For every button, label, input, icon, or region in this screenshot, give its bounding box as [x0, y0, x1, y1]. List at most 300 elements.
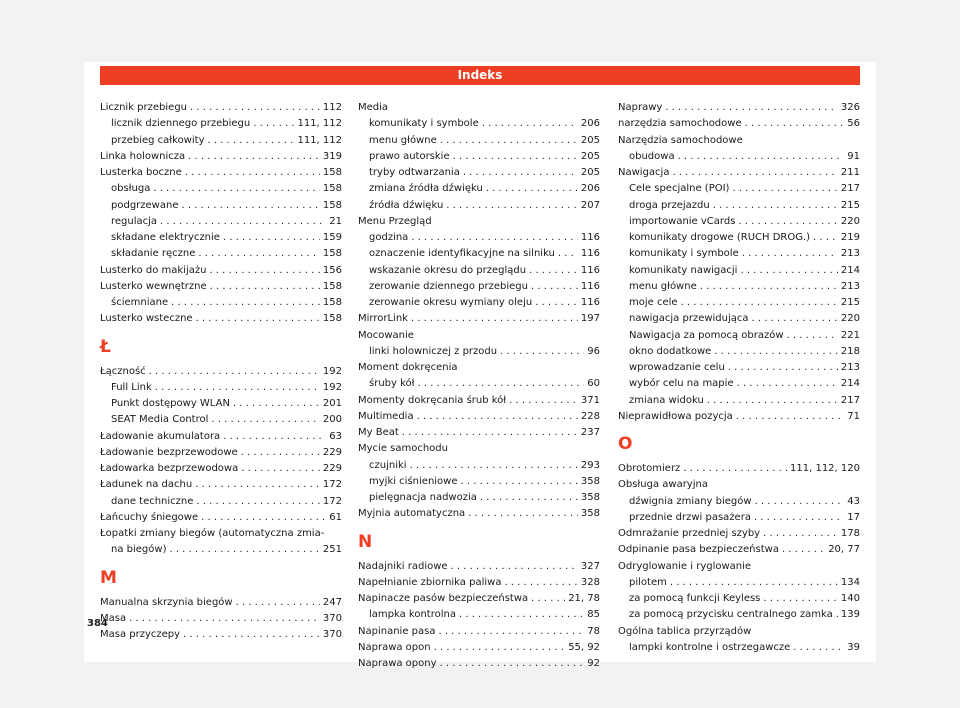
leader-dots [736, 409, 844, 425]
entry-page: 172 [322, 495, 342, 507]
index-entry [358, 409, 600, 425]
index-entry [618, 344, 860, 360]
leader-dots [438, 624, 584, 640]
index-entry [100, 198, 342, 214]
leader-dots [181, 198, 319, 214]
entry-term: Manualna skrzynia biegów [100, 596, 233, 608]
leader-dots [201, 510, 326, 526]
leader-dots [188, 149, 320, 165]
index-entry [100, 214, 342, 230]
entry-term: SEAT Media Control [111, 414, 209, 426]
index-entry [358, 559, 600, 575]
leader-dots [207, 133, 294, 149]
index-entry [358, 263, 600, 279]
leader-dots [763, 591, 838, 607]
leader-dots [198, 246, 320, 262]
entry-term: Nawigacja [618, 167, 670, 178]
entry-term: Naprawa opony [358, 658, 437, 669]
entry-page: 78 [587, 625, 600, 637]
index-entry [100, 364, 342, 380]
entry-page: 217 [840, 183, 860, 195]
entry-page: 229 [322, 446, 342, 458]
entry-term: importowanie vCards [629, 215, 736, 227]
index-entry [358, 506, 600, 522]
entry-term: Myjnia automatyczna [358, 508, 466, 520]
entry-term: czujniki [369, 459, 407, 471]
entry-term: linki holowniczej z przodu [369, 345, 498, 357]
entry-term: lampka kontrolna [369, 609, 456, 621]
leader-dots [451, 559, 578, 575]
index-entry [358, 458, 600, 474]
index-entry [100, 611, 342, 627]
index-entry [100, 230, 342, 246]
index-column-1 [100, 100, 342, 643]
leader-dots [196, 311, 320, 327]
index-entry [100, 380, 342, 396]
index-entry [618, 393, 860, 409]
entry-page: 158 [322, 313, 342, 325]
entry-term: Napełnianie zbiornika paliwa [358, 576, 502, 588]
entry-page: 139 [840, 609, 860, 621]
index-entry-head: Mycie samochodu [358, 443, 448, 455]
leader-dots [755, 494, 845, 510]
leader-dots [463, 165, 578, 181]
leader-dots [763, 526, 838, 542]
leader-dots [672, 165, 837, 181]
leader-dots [754, 510, 844, 526]
entry-page: 201 [322, 398, 342, 409]
leader-dots [440, 656, 585, 672]
index-entry [358, 640, 600, 656]
entry-term: Odpinanie pasa bezpieczeństwa [618, 544, 779, 556]
index-entry [358, 624, 600, 640]
index-entry [618, 198, 860, 214]
section-header: Indeks [100, 66, 860, 85]
index-entry-head: Moment dokręcenia [358, 362, 458, 373]
index-entry [358, 393, 600, 409]
entry-page: 220 [840, 215, 860, 227]
leader-dots [793, 640, 844, 656]
entry-term: za pomocą funkcji Keyless [629, 593, 761, 604]
index-entry [100, 295, 342, 311]
leader-dots [209, 263, 319, 279]
leader-dots [434, 640, 566, 656]
entry-page: 20, 77 [828, 544, 860, 556]
index-entry [358, 656, 600, 672]
entry-term: komunikaty i symbole [369, 118, 479, 130]
entry-page: 159 [322, 232, 342, 243]
entry-term: Ładowarka bezprzewodowa [100, 463, 239, 474]
index-entry [100, 412, 342, 428]
leader-dots [531, 591, 565, 607]
entry-term: zmiana widoku [629, 394, 704, 406]
entry-page: 158 [322, 280, 342, 292]
entry-term: Nieprawidłowa pozycja [618, 410, 733, 422]
entry-page: 358 [580, 492, 600, 503]
leader-dots [713, 198, 838, 214]
leader-dots [241, 461, 320, 477]
entry-term: Ładunek na dachu [100, 479, 193, 491]
index-entry [100, 494, 342, 510]
entry-page: 116 [580, 232, 600, 243]
leader-dots [411, 230, 578, 246]
index-entry-head: Łopatki zmiany biegów (automatyczna zmia- [100, 528, 325, 539]
index-entry [618, 279, 860, 295]
leader-dots [732, 181, 837, 197]
entry-page: 96 [587, 345, 600, 357]
index-entry [618, 181, 860, 197]
entry-term: przebieg całkowity [111, 134, 205, 146]
entry-page: 21, 78 [568, 593, 600, 604]
leader-dots [714, 344, 838, 360]
entry-term: wybór celu na mapie [629, 378, 734, 390]
entry-page: 178 [840, 528, 860, 539]
index-entry [358, 490, 600, 506]
leader-dots [171, 295, 320, 311]
index-entry [100, 445, 342, 461]
page-number: 384 [87, 618, 108, 629]
entry-term: Masa przyczepy [100, 629, 181, 640]
entry-term: pielęgnacja nadwozia [369, 492, 477, 503]
index-entry [618, 263, 860, 279]
index-entry [100, 510, 342, 526]
entry-term: zerowanie okresu wymiany oleju [369, 297, 533, 308]
leader-dots [700, 279, 838, 295]
entry-term: Momenty dokręcania śrub kół [358, 394, 507, 406]
leader-dots [453, 149, 578, 165]
index-entry [358, 279, 600, 295]
index-entry-head: Narzędzia samochodowe [618, 134, 743, 146]
entry-page: 237 [580, 427, 600, 438]
entry-page: 214 [840, 264, 860, 276]
entry-term: lampki kontrolne i ostrzegawcze [629, 641, 791, 653]
leader-dots [836, 607, 838, 623]
leader-dots [683, 461, 787, 477]
entry-page: 116 [580, 264, 600, 276]
index-entry [100, 396, 342, 412]
entry-term: Odmrażanie przedniej szyby [618, 528, 761, 539]
index-entry [100, 263, 342, 279]
index-entry [618, 311, 860, 327]
leader-dots [665, 100, 838, 116]
entry-page: 116 [580, 248, 600, 260]
entry-term: droga przejazdu [629, 199, 710, 211]
index-entry [358, 246, 600, 262]
index-entry [358, 474, 600, 490]
entry-term: okno dodatkowe [629, 345, 712, 357]
leader-dots [670, 575, 838, 591]
leader-dots [531, 279, 578, 295]
index-entry [358, 591, 600, 607]
entry-term: Naprawa opon [358, 641, 431, 653]
leader-dots [417, 409, 578, 425]
index-entry [358, 344, 600, 360]
leader-dots [185, 165, 320, 181]
entry-term: tryby odtwarzania [369, 167, 460, 178]
index-entry [358, 116, 600, 132]
entry-page: 220 [840, 313, 860, 325]
entry-term: Cele specjalne (POI) [629, 183, 730, 195]
index-entry-head: Menu Przegląd [358, 215, 432, 227]
leader-dots [678, 149, 845, 165]
leader-dots [529, 263, 578, 279]
entry-page: 215 [840, 199, 860, 211]
index-entry [618, 214, 860, 230]
entry-term: prawo autorskie [369, 150, 450, 162]
leader-dots [740, 263, 837, 279]
leader-dots [459, 607, 584, 623]
index-entry [618, 295, 860, 311]
entry-page: 71 [847, 410, 860, 422]
index-entry [618, 100, 860, 116]
entry-page: 192 [322, 381, 342, 393]
entry-term: wskazanie okresu do przeglądu [369, 264, 527, 276]
entry-term: Nawigacja za pomocą obrazów [629, 329, 784, 341]
entry-term: menu główne [629, 280, 697, 292]
entry-term: nawigacja przewidująca [629, 313, 749, 325]
entry-page: 206 [580, 118, 600, 130]
index-entry [358, 165, 600, 181]
entry-term: Linka holownicza [100, 150, 186, 162]
entry-term: śruby kół [369, 378, 415, 390]
leader-dots [411, 311, 578, 327]
index-entry-head: Obsługa awaryjna [618, 479, 708, 491]
index-entry [100, 116, 342, 132]
leader-dots [253, 116, 294, 132]
leader-dots [196, 494, 319, 510]
leader-dots [149, 364, 320, 380]
index-entry [358, 311, 600, 327]
entry-page: 327 [580, 560, 600, 572]
entry-page: 247 [322, 596, 342, 608]
entry-page: 213 [840, 362, 860, 373]
entry-page: 63 [329, 430, 342, 442]
index-entry [618, 461, 860, 477]
leader-dots [446, 198, 578, 214]
entry-page: 197 [580, 313, 600, 325]
letter-heading-m: M [100, 567, 117, 588]
leader-dots [745, 116, 845, 132]
leader-dots [129, 611, 320, 627]
entry-page: 111, 112 [297, 118, 342, 130]
entry-term: Licznik przebiegu [100, 102, 188, 113]
entry-page: 293 [580, 459, 600, 471]
entry-page: 158 [322, 199, 342, 211]
entry-page: 229 [322, 463, 342, 474]
entry-term: myjki ciśnieniowe [369, 475, 458, 487]
leader-dots [738, 214, 837, 230]
entry-term: regulacja [111, 215, 158, 227]
entry-term: przednie drzwi pasażera [629, 511, 751, 523]
index-entry [358, 376, 600, 392]
entry-page: 61 [329, 511, 342, 523]
entry-page: 158 [322, 297, 342, 308]
index-column-3 [618, 100, 860, 656]
leader-dots [742, 246, 838, 262]
entry-term: narzędzia samochodowe [618, 118, 742, 130]
entry-term: dźwignia zmiany biegów [629, 495, 752, 507]
index-entry [100, 246, 342, 262]
entry-page: 158 [322, 248, 342, 260]
leader-dots [504, 575, 577, 591]
entry-page: 211 [840, 167, 860, 178]
index-entry [100, 461, 342, 477]
index-entry [100, 165, 342, 181]
entry-page: 205 [580, 150, 600, 162]
entry-page: 205 [580, 167, 600, 178]
index-entry [618, 360, 860, 376]
entry-term: Full Link [111, 381, 152, 393]
entry-term: godzina [369, 232, 409, 243]
leader-dots [440, 133, 578, 149]
index-entry [618, 246, 860, 262]
leader-dots [195, 477, 320, 493]
entry-page: 215 [840, 297, 860, 308]
entry-page: 21 [329, 215, 342, 227]
entry-page: 134 [840, 576, 860, 588]
leader-dots [535, 295, 578, 311]
index-entry-head: Odryglowanie i ryglowanie [618, 560, 752, 572]
entry-page: 43 [847, 495, 860, 507]
index-entry [100, 477, 342, 493]
entry-term: My Beat [358, 427, 399, 438]
index-entry [358, 198, 600, 214]
entry-term: Lusterko do makijażu [100, 264, 207, 276]
entry-term: Masa [100, 612, 127, 624]
index-entry [618, 376, 860, 392]
entry-term: Łączność [100, 365, 146, 377]
letter-heading-l: Ł [100, 336, 111, 357]
index-entry [358, 149, 600, 165]
leader-dots [782, 542, 825, 558]
index-entry [358, 425, 600, 441]
index-entry [618, 116, 860, 132]
entry-term: Naprawy [618, 102, 663, 113]
entry-page: 200 [322, 414, 342, 426]
leader-dots [468, 506, 578, 522]
entry-page: 358 [580, 475, 600, 487]
index-column-2 [358, 100, 600, 672]
entry-page: 221 [840, 329, 860, 341]
index-entry [618, 591, 860, 607]
entry-term: MirrorLink [358, 313, 408, 325]
leader-dots [500, 344, 584, 360]
entry-page: 319 [322, 150, 342, 162]
index-entry [100, 133, 342, 149]
entry-term: Ładowanie bezprzewodowe [100, 446, 238, 458]
entry-page: 112 [322, 102, 342, 113]
entry-page: 328 [580, 576, 600, 588]
entry-term: Lusterko wewnętrzne [100, 280, 207, 292]
index-entry [618, 575, 860, 591]
entry-term: Łańcuchy śniegowe [100, 511, 199, 523]
leader-dots [752, 311, 838, 327]
index-entry [618, 640, 860, 656]
entry-term: komunikaty i symbole [629, 248, 739, 260]
entry-page: 217 [840, 394, 860, 406]
index-entry [100, 311, 342, 327]
letter-heading-o: O [618, 434, 633, 454]
entry-page: 111, 112 [297, 134, 342, 146]
leader-dots [728, 360, 838, 376]
index-entry [100, 627, 342, 643]
leader-dots [155, 380, 320, 396]
index-entry [618, 542, 860, 558]
entry-page: 214 [840, 378, 860, 390]
letter-heading-n: N [358, 531, 373, 552]
entry-page: 213 [840, 248, 860, 260]
leader-dots [737, 376, 838, 392]
leader-dots [480, 490, 578, 506]
index-entry [618, 526, 860, 542]
entry-term: Ładowanie akumulatora [100, 430, 221, 442]
leader-dots [190, 100, 320, 116]
index-entry [618, 510, 860, 526]
leader-dots [241, 445, 320, 461]
entry-term: podgrzewane [111, 199, 179, 211]
leader-dots [509, 393, 578, 409]
index-entry [618, 607, 860, 623]
entry-term: zmiana źródła dźwięku [369, 183, 483, 195]
leader-dots [418, 376, 585, 392]
entry-term: komunikaty nawigacji [629, 264, 738, 276]
leader-dots [707, 393, 838, 409]
entry-term: komunikaty drogowe (RUCH DROG.) [629, 232, 811, 243]
entry-page: 213 [840, 280, 860, 292]
leader-dots [486, 181, 578, 197]
index-entry [358, 181, 600, 197]
leader-dots [153, 181, 320, 197]
entry-page: 140 [840, 593, 860, 604]
entry-page: 371 [580, 394, 600, 406]
leader-dots [223, 230, 320, 246]
entry-page: 91 [847, 150, 860, 162]
leader-dots [211, 412, 320, 428]
leader-dots [233, 396, 320, 412]
entry-term: Lusterko wsteczne [100, 313, 193, 325]
index-entry-head: Ogólna tablica przyrządów [618, 625, 752, 637]
entry-page: 60 [587, 378, 600, 390]
entry-term: obudowa [629, 150, 675, 162]
entry-term: Obrotomierz [618, 463, 681, 474]
index-entry [358, 295, 600, 311]
leader-dots [183, 627, 320, 643]
index-entry-head: Mocowanie [358, 329, 414, 341]
index-entry [100, 279, 342, 295]
leader-dots [461, 474, 578, 490]
leader-dots [236, 595, 320, 611]
entry-page: 207 [580, 199, 600, 211]
index-entry [618, 149, 860, 165]
leader-dots [210, 279, 320, 295]
entry-page: 370 [322, 612, 342, 624]
leader-dots [681, 295, 838, 311]
entry-page: 172 [322, 479, 342, 491]
entry-page: 206 [580, 183, 600, 195]
entry-page: 55, 92 [568, 641, 600, 653]
entry-page: 39 [847, 641, 860, 653]
entry-page: 116 [580, 297, 600, 308]
entry-page: 158 [322, 183, 342, 195]
entry-term: licznik dziennego przebiegu [111, 118, 251, 130]
entry-page: 219 [840, 232, 860, 243]
index-entry [100, 100, 342, 116]
entry-term: menu główne [369, 134, 437, 146]
entry-page: 218 [840, 345, 860, 357]
leader-dots [410, 458, 578, 474]
entry-term: wprowadzanie celu [629, 362, 725, 373]
leader-dots [558, 246, 578, 262]
